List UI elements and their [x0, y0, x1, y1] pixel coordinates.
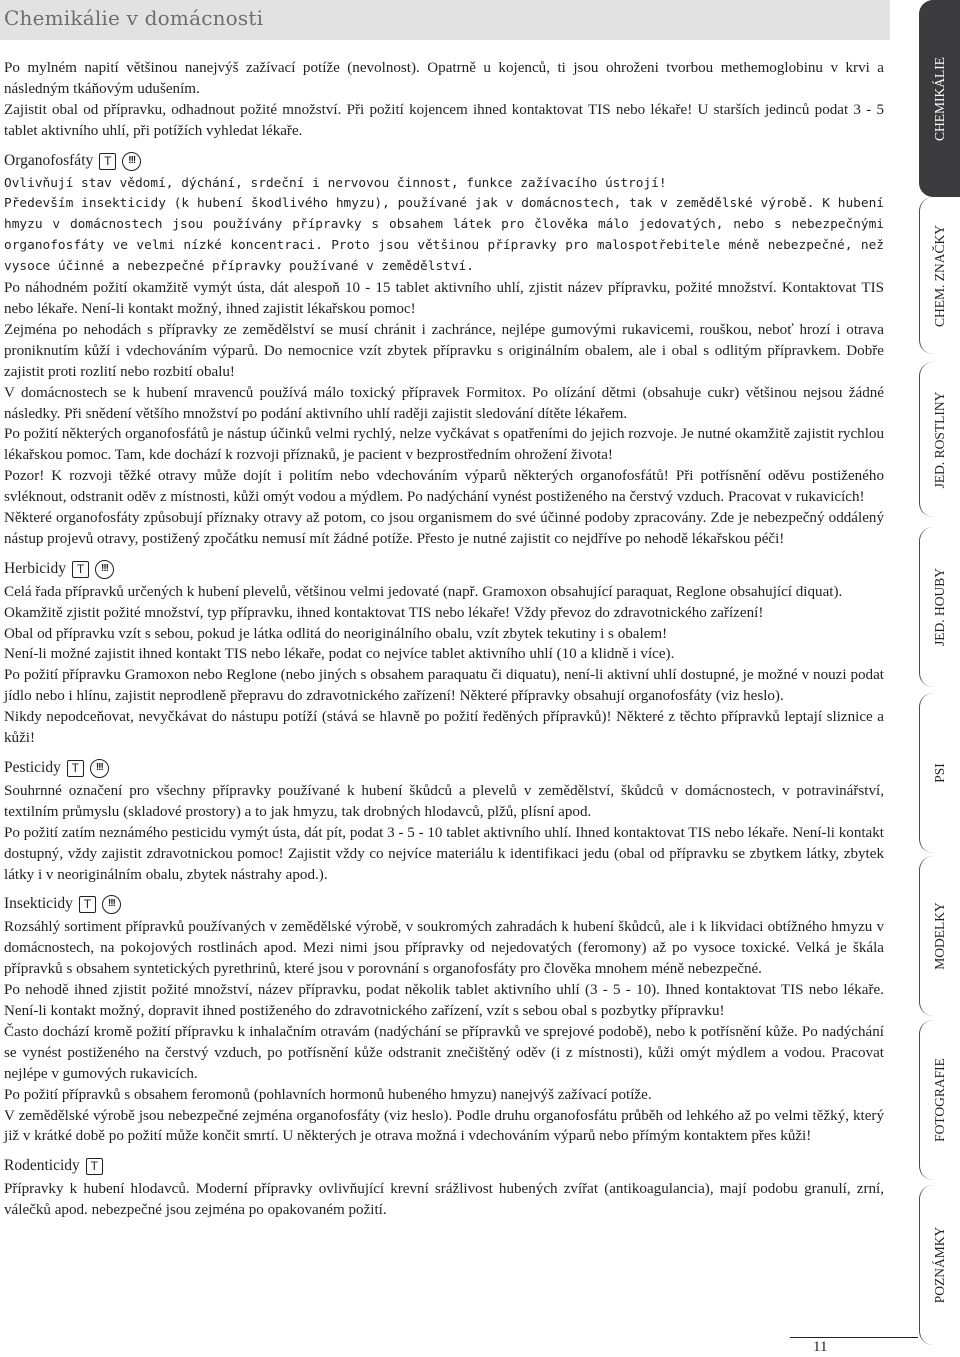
sidebar-tabs	[919, 0, 960, 1357]
section-paragraph: Po požití přípravku Gramoxon nebo Reglone (nebo jiných s obsahem paraquatu či diquatu), není-li aktivní uhlí dostupné, je možné v nouzi podat jídlo nebo i hlínu, zajistit neprodleně přepravu do zdravotnického zařízení! Některé přípravky obsahují organofosfáty (viz heslo).	[4, 667, 884, 705]
tab-label: CHEM. ZNAČKY	[932, 224, 947, 327]
section-paragraph: Po požití zatím neznámého pesticidu vymýt ústa, dát pít, podat 3 - 5 - 10 tablet aktivního uhlí. Ihned kontaktovat TIS nebo lékaře. Není-li kontakt dostupný, vždy zajistit zdravotnickou pomoc! Zajistit vždy co nejvíce materiálu k identifikaci jedu (obal od přípravku se zbytkem látky, zbytek látky i v neoriginálním obalu, zbytek nástrahy apod.).	[4, 824, 884, 883]
tab-jed-rostliny[interactable]	[919, 362, 960, 517]
tab-fotografie[interactable]	[919, 1020, 960, 1180]
section-title: Insekticidy	[4, 895, 73, 913]
tab-label: FOTOGRAFIE	[932, 1058, 947, 1142]
section-paragraph: Není-li možné zajistit ihned kontakt TIS nebo lékaře, podat co nejvíce tablet aktivního uhlí (10 a klidně i více).	[4, 646, 675, 663]
tab-psi[interactable]	[919, 693, 960, 853]
danger-icon: !!!	[102, 895, 121, 914]
section-paragraph: Pozor! K rozvoji těžké otravy může dojít i politím nebo vdechováním výparů některých organofosfátů! Při potřísnění oděvu postiženého svléknout, odstranit oděv z místnosti, kůži omýt vodou a mýdlem. Po nadýchání vynést postiženého na čerstvý vzduch. Pracovat v rukavicích!	[4, 468, 884, 506]
section-paragraph: V domácnostech se k hubení mravenců používá málo toxický přípravek Formitox. Po olízání dětmi (obsahuje cukr) většinou nejsou žádné následky. Při snědení většího množství po podání aktivního uhlí raději zajistit sledování dítěte lékařem.	[4, 384, 884, 422]
section-title: Herbicidy	[4, 559, 66, 577]
section-paragraph: Především insekticidy (k hubení škodlivého hmyzu), používané jak v domácnostech, tak v zemědělské výrobě. K hubení hmyzu v domácnostech jsou používány přípravky s obsahem látek pro člověka málo jedovatých, nebo s nebezpečnými organofosfáty ve velmi nízké koncentraci. Proto jsou většinou přípravky pro malospotřebitele méně nebezpečné, než vysoce účinné a nebezpečné přípravky používané v zemědělství.	[4, 196, 884, 275]
section-paragraph: Přípravky k hubení hlodavců. Moderní přípravky ovlivňující krevní srážlivost hubených zvířat (antikoagulancia), mají podobu granulí, zrní, válečků apod. nebezpečné jsou zejména po opakovaném požití.	[4, 1181, 884, 1219]
tab-chem-znacky[interactable]	[919, 197, 960, 354]
tab-label: MODELKY	[932, 902, 947, 970]
toxic-icon: T	[79, 896, 96, 913]
section-paragraph: Po náhodném požití okamžitě vymýt ústa, dát alespoň 10 - 15 tablet aktivního uhlí, zjistit název přípravku, požité množství. Kontaktovat TIS nebo lékaře. Není-li kontakt možný, ihned zajistit lékařskou pomoc!	[4, 280, 884, 317]
section-paragraph: Nikdy nepodceňovat, nevyčkávat do nástupu potíží (stává se hlavně po požití ředěných přípravků)! Některé z těchto přípravků leptají sliznice a kůži!	[4, 709, 884, 747]
section-paragraph: Okamžitě zjistit požité množství, typ přípravku, ihned kontaktovat TIS nebo lékaře! Vždy převoz do zdravotnického zařízení!	[4, 604, 764, 621]
section-title: Pesticidy	[4, 759, 61, 776]
page-title: Chemikálie v domácnosti	[4, 6, 264, 30]
tab-jed-houby[interactable]	[919, 527, 960, 687]
section-paragraph: Zejména po nehodách s přípravky ze zemědělství se musí chránit i zachránce, nejlépe gumovými rukavicemi, rouškou, neboť hrozí i otrava proniknutím kůží i vdechováním výparů. Do nemocnice vzít zbytek přípravku s originálním obalem, ale i obal s odlitým přípravkem. Dobře zajistit proti rozlití nebo rozbití obalu!	[4, 321, 884, 380]
section-paragraph: Celá řada přípravků určených k hubení plevelů, většinou velmi jedovaté (např. Gramoxon obsahující paraquat, Reglone obsahující diquat).	[4, 583, 843, 600]
section-heading-pesticidy	[4, 758, 884, 779]
section-paragraph: Rozsáhlý sortiment přípravků používaných v zemědělské výrobě, v soukromých zahradách k hubení škůdců, ale i k likvidaci obtížného hmyzu v domácnostech, na pokojových rostlinách apod. Mezi nimi jsou přípravky od nejedovatých (feromony) až po vysoce toxické. Velká je škála přípravků s obsahem syntetických pyrethrinů, které jsou v porovnání s organofosfáty pro člověka mnohem méně nebezpečné.	[4, 919, 884, 978]
toxic-icon: T	[86, 1158, 103, 1175]
tab-chemikalie[interactable]	[919, 0, 960, 197]
toxic-icon: T	[67, 760, 84, 777]
tab-label: PSI	[932, 763, 947, 783]
footer-divider	[790, 1337, 918, 1338]
tab-modelky[interactable]	[919, 856, 960, 1016]
section-paragraph: Ovlivňují stav vědomí, dýchání, srdeční i nervovou činnost, funkce zažívacího ústrojí!	[4, 175, 667, 191]
intro-paragraph: Zajistit obal od přípravku, odhadnout požité množství. Při požití kojencem ihned kontaktovat TIS nebo lékaře! U starších jedinců podat 3 - 5 tablet aktivního uhlí, při potížích vyhledat lékaře.	[4, 101, 884, 139]
tab-poznamky[interactable]	[919, 1185, 960, 1345]
danger-icon: !!!	[90, 759, 109, 778]
tab-label: JED. ROSTLINY	[932, 391, 947, 488]
section-heading-organofosfaty	[4, 151, 884, 172]
danger-icon: !!!	[122, 152, 141, 171]
section-heading-rodenticidy	[4, 1156, 884, 1177]
section-paragraph: Některé organofosfáty způsobují příznaky otravy až potom, co jsou organismem do své účinné podoby zpracovány. Zde je nebezpečný oddálený nástup projevů otravy, postižený zpočátku nemusí mít žádné potíže. Přesto je nutné zajistit co nejdříve po nehodě lékařskou péči!	[4, 510, 884, 547]
section-paragraph: Obal od přípravku vzít s sebou, pokud je látka odlitá do neoriginálního obalu, vzít zbytek tekutiny i s obalem!	[4, 625, 668, 642]
tab-label: CHEMIKÁLIE	[931, 56, 947, 141]
page-number: 11	[813, 1339, 828, 1355]
section-paragraph: Souhrnné označení pro všechny přípravky používané k hubení škůdců a plevelů v zemědělství, škůdců v domácnostech, v potravinářství, textilním průmyslu (skladové prostory) a to jak hmyzu, tak drobných hlodavců, plžů, plísní apod.	[4, 782, 884, 820]
tab-label: JED. HOUBY	[932, 567, 947, 647]
danger-icon: !!!	[95, 560, 114, 579]
section-paragraph: Po požití přípravků s obsahem feromonů (pohlavních hormonů hubeného hmyzu) nanejvýš zažívací potíže.	[4, 1086, 652, 1103]
tab-label: POZNÁMKY	[932, 1226, 947, 1304]
toxic-icon: T	[72, 561, 89, 578]
section-paragraph: Často dochází kromě požití přípravku k inhalačním otravám (nadýchání se přípravků ve sprejové podobě), nebo k potřísnění kůže. Po nadýchání se vynést postiženého na čerstvý vzduch, po potřísnění kůže odstranit znečištěný oděv (i z místnosti), kůži omýt mýdlem a vodou. Pracovat nejlépe v gumových rukavicích.	[4, 1023, 884, 1082]
section-paragraph: V zemědělské výrobě jsou nebezpečné zejména organofosfáty (viz heslo). Podle druhu organofosfátu průběh od lehkého až po velmi těžký, který již v krátké době po požití může končit smrtí. U některých je otrava možná i vdechováním výparů nebo přímým kontaktem přes kůži!	[4, 1107, 884, 1145]
section-heading-herbicidy	[4, 559, 884, 580]
main-content	[4, 58, 884, 1221]
header-bar	[0, 0, 890, 40]
section-paragraph: Po požití některých organofosfátů je nástup účinků velmi rychlý, nelze vyčkávat s opatřeními do jejich rozvoje. Je nutné okamžitě zajistit rychlou lékařskou pomoc. Tam, kde dochází k rozvoji příznaků, je pacient v bezprostředním ohrožení života!	[4, 426, 884, 464]
section-paragraph: Po nehodě ihned zjistit požité množství, název přípravku, podat několik tablet aktivního uhlí (3 - 5 - 10). Ihned kontaktovat TIS nebo lékaře. Není-li kontakt možný, dopravit ihned postiženého do zdravotnického zařízení, vzít s sebou obal s pozbytky přípravku!	[4, 982, 884, 1019]
intro-paragraph: Po mylném napití většinou nanejvýš zažívací potíže (nevolnost). Opatrně u kojenců, ti jsou ohroženi tvorbou methemoglobinu v krvi a následným tkáňovým udušením.	[4, 60, 884, 97]
section-title: Rodenticidy	[4, 1157, 80, 1175]
toxic-icon: T	[99, 153, 116, 170]
section-heading-insekticidy	[4, 894, 884, 915]
section-title: Organofosfáty	[4, 151, 94, 169]
